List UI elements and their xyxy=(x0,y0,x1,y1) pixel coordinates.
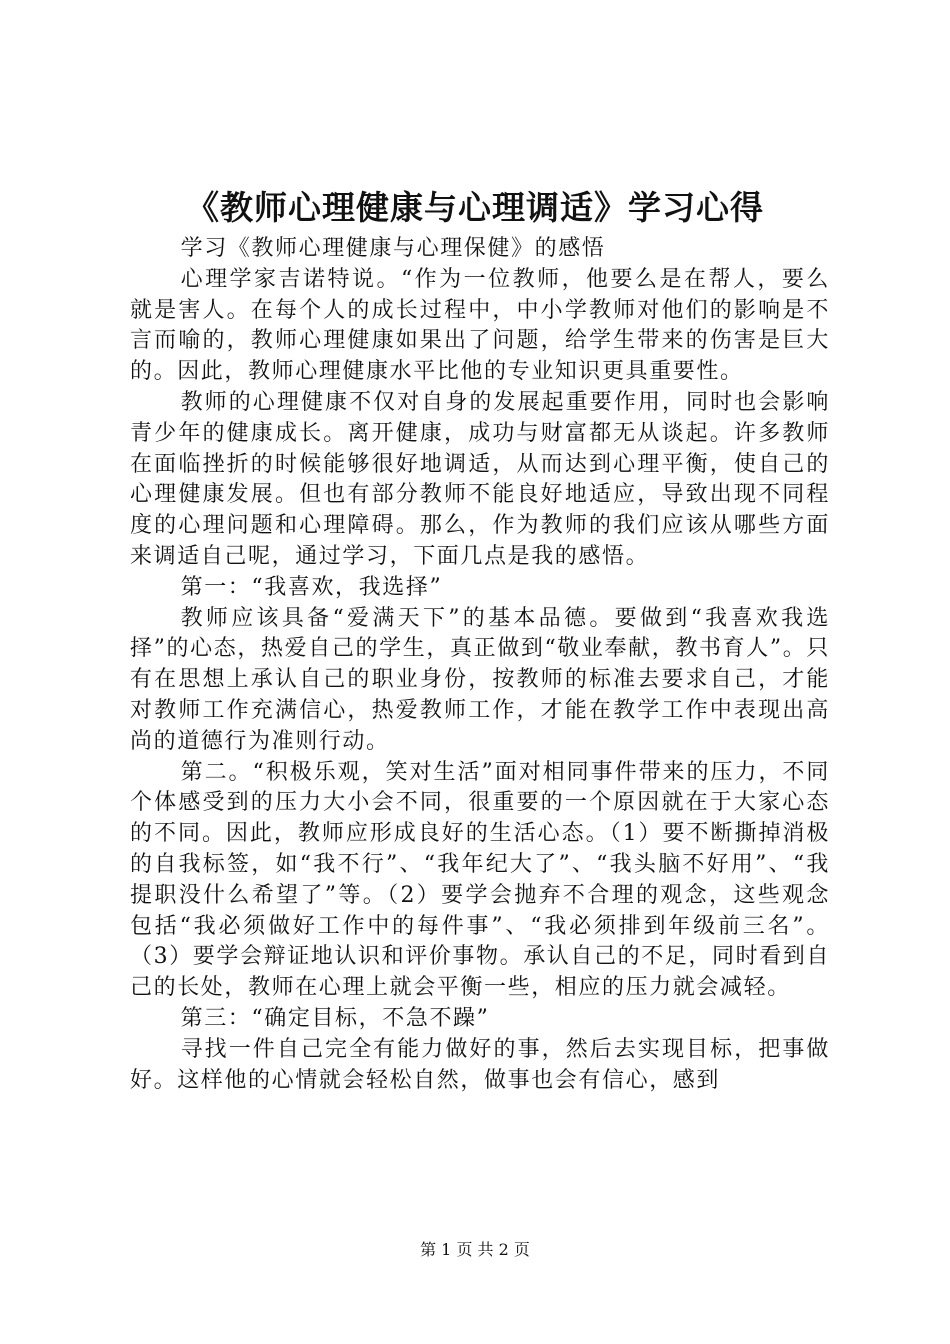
paragraph: 第二。“积极乐观，笑对生活”面对相同事件带来的压力，不同个体感受到的压力大小会不同，很重要的一个原因就在于大家心态的不同。因此，教师应形成良好的生活心态。（1）要不断撕掉消极的自我标签，如“我不行”、“我年纪大了”、“我头脑不好用”、“我提职没什么希望了”等。（2）要学会抛弃不合理的观念，这些观念包括“我必须做好工作中的每件事”、“我必须排到年级前三名”。（3）要学会辩证地认识和评价事物。承认自己的不足，同时看到自己的长处，教师在心理上就会平衡一些，相应的压力就会减轻。 xyxy=(130,759,830,1001)
document-title: 《教师心理健康与心理调适》学习心得 xyxy=(186,188,764,227)
paragraph: 寻找一件自己完全有能力做好的事，然后去实现目标，把事做好。这样他的心情就会轻松自然，做事也会有信心，感到 xyxy=(130,1036,830,1093)
paragraph: 心理学家吉诺特说。“作为一位教师，他要么是在帮人，要么就是害人。在每个人的成长过程中，中小学教师对他们的影响是不言而喻的，教师心理健康如果出了问题，给学生带来的伤害是巨大的。因此，教师心理健康水平比他的专业知识更具重要性。 xyxy=(130,266,830,385)
document-body xyxy=(130,234,830,1096)
paragraph: 教师的心理健康不仅对自身的发展起重要作用，同时也会影响青少年的健康成长。离开健康，成功与财富都无从谈起。许多教师在面临挫折的时候能够很好地调适，从而达到心理平衡，使自己的心理健康发展。但也有部分教师不能良好地适应，导致出现不同程度的心理问题和心理障碍。那么，作为教师的我们应该从哪些方面来调适自己呢，通过学习，下面几点是我的感悟。 xyxy=(130,389,830,569)
page-footer: 第 1 页 共 2 页 xyxy=(420,1240,530,1259)
section-heading-first: 第一：“我喜欢，我选择” xyxy=(180,574,443,600)
paragraph-subtitle: 学习《教师心理健康与心理保健》的感悟 xyxy=(180,236,606,261)
paragraph: 教师应该具备“爱满天下”的基本品德。要做到“我喜欢我选择”的心态，热爱自己的学生，真正做到“敬业奉献，教书育人”。只有在思想上承认自己的职业身份，按教师的标准去要求自己，才能对教师工作充满信心，热爱教师工作，才能在教学工作中表现出高尚的道德行为准则行动。 xyxy=(130,605,830,754)
section-heading-third: 第三：“确定目标，不急不躁” xyxy=(180,1005,490,1031)
